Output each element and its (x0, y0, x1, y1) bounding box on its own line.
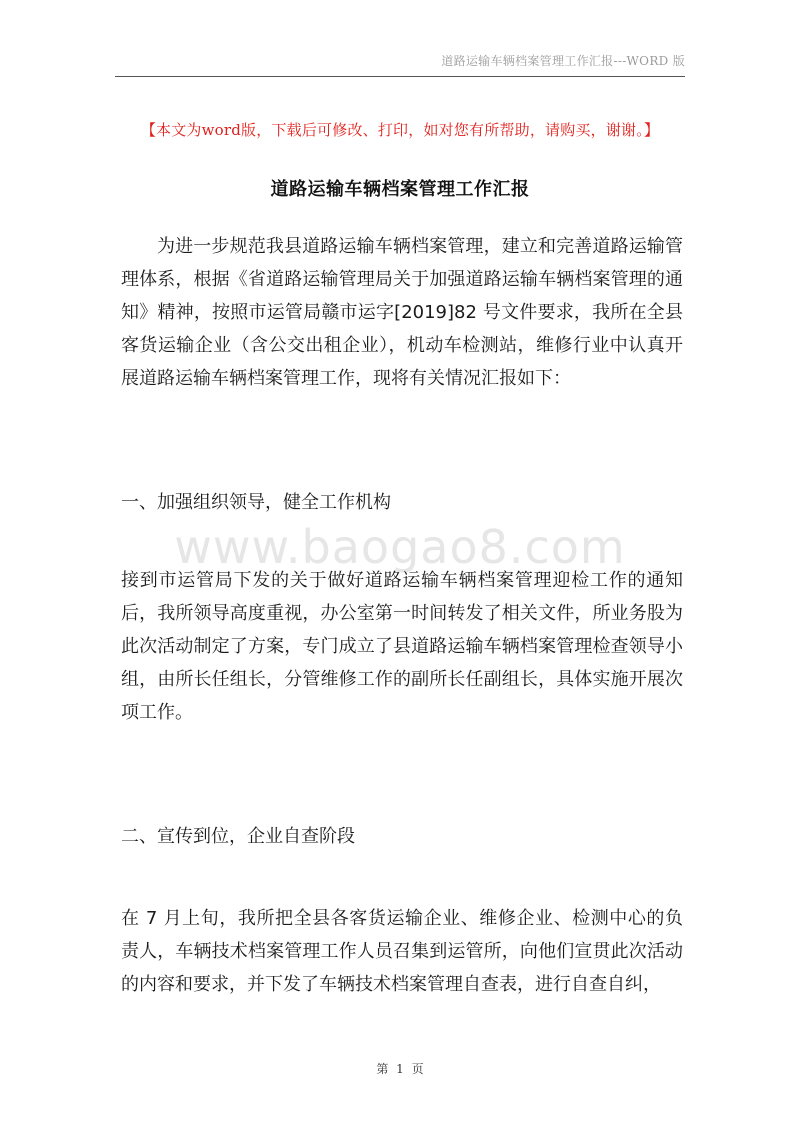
header-divider (115, 76, 685, 77)
section-heading-2: 二、宣传到位，企业自查阶段 (121, 826, 355, 847)
running-header: 道路运输车辆档案管理工作汇报---WORD 版 (441, 54, 685, 68)
section-heading-1: 一、加强组织领导，健全工作机构 (121, 492, 391, 513)
page-number: 第 1 页 (376, 1062, 424, 1076)
section-body-2: 在 7 月上旬，我所把全县各客货运输企业、维修企业、检测中心的负责人，车辆技术档案管理工作人员召集到运管所，向他们宣贯此次活动的内容和要求，并下发了车辆技术档案管理自查表，进行自查自纠， (121, 908, 683, 995)
watermark: www.baogao8.com (174, 520, 626, 574)
intro-paragraph: 为进一步规范我县道路运输车辆档案管理，建立和完善道路运输管理体系，根据《省道路运输管理局关于加强道路运输车辆档案管理的通知》精神，按照市运管局赣市运字[2019]82 号文件要求，我所在全县客货运输企业（含公交出租企业），机动车检测站，维修行业中认真开展道路运输车辆档案管理工作，现将有关情况汇报如下： (121, 236, 683, 389)
purchase-notice: 【本文为word版，下载后可修改、打印，如对您有所帮助，请购买，谢谢。】 (140, 121, 660, 139)
document-title: 道路运输车辆档案管理工作汇报 (270, 179, 530, 200)
section-body-1: 接到市运管局下发的关于做好道路运输车辆档案管理迎检工作的通知后，我所领导高度重视，办公室第一时间转发了相关文件，所业务股为此次活动制定了方案，专门成立了县道路运输车辆档案管理检查领导小组，由所长任组长，分管维修工作的副所长任副组长，具体实施开展次项工作。 (121, 570, 683, 723)
